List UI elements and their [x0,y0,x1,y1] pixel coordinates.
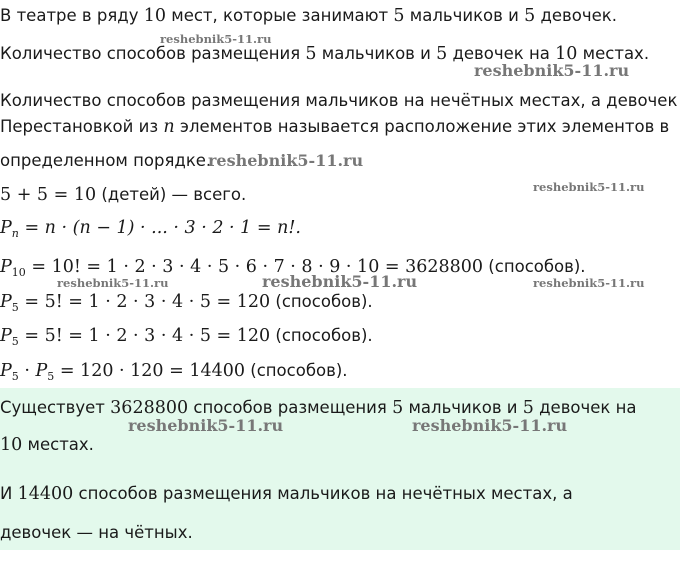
p5-line-2: $P_5 = 5$! = 1 · 2 · 3 · 4 · 5 = 120 (способов). [0,326,373,348]
answer-line-1: Существует 3628800 способов размещения 5 мальчиков и 5 девочек на [0,398,637,418]
watermark-6: reshebnik5-11.ru [262,272,418,291]
condition-line-1: В театре в ряду 10 мест, которые занимают 5 мальчиков и 5 девочек. [0,6,617,26]
watermark-3: reshebnik5-11.ru [208,151,364,170]
condition-line-2: Количество способов размещения 5 мальчиков и 5 девочек на 10 местах. [0,44,650,64]
answer-line-3: И 14400 способов размещения мальчиков на нечётных местах, а [0,484,573,504]
watermark-2: reshebnik5-11.ru [474,61,630,80]
watermark-4: reshebnik5-11.ru [533,180,645,194]
definition-line-2: определенном порядке. [0,151,212,170]
p10-line: $P_{10} = 10$! = 1 · 2 · 3 · 4 · 5 · 6 · 7 · 8 · 9 · 10 = 3628800 (способов). [0,257,586,279]
watermark-1: reshebnik5-11.ru [160,32,272,46]
watermark-7: reshebnik5-11.ru [533,276,645,290]
definition-line-1: Перестановкой из n элементов называется расположение этих элементов в [0,117,670,137]
sum-line: 5 + 5 = 10 (детей) — всего. [0,185,247,205]
answer-line-4: девочек — на чётных. [0,523,193,542]
watermark-5: reshebnik5-11.ru [57,276,169,290]
formula-line: $P_n = n \cdot (n - 1)$ · ... · 3 · 2 · 1 = n!. [0,218,301,240]
product-line: $P_5 \cdot P_5 = 120 \cdot 120 = 14400$ (способов). [0,361,348,383]
p5-line-1: $P_5 = 5$! = 1 · 2 · 3 · 4 · 5 = 120 (способов). [0,292,373,314]
watermark-9: reshebnik5-11.ru [412,416,568,435]
answer-line-2: 10 местах. [0,435,94,455]
condition-line-3: Количество способов размещения мальчиков на нечётных местах, а девочек [0,91,678,110]
watermark-8: reshebnik5-11.ru [128,416,284,435]
